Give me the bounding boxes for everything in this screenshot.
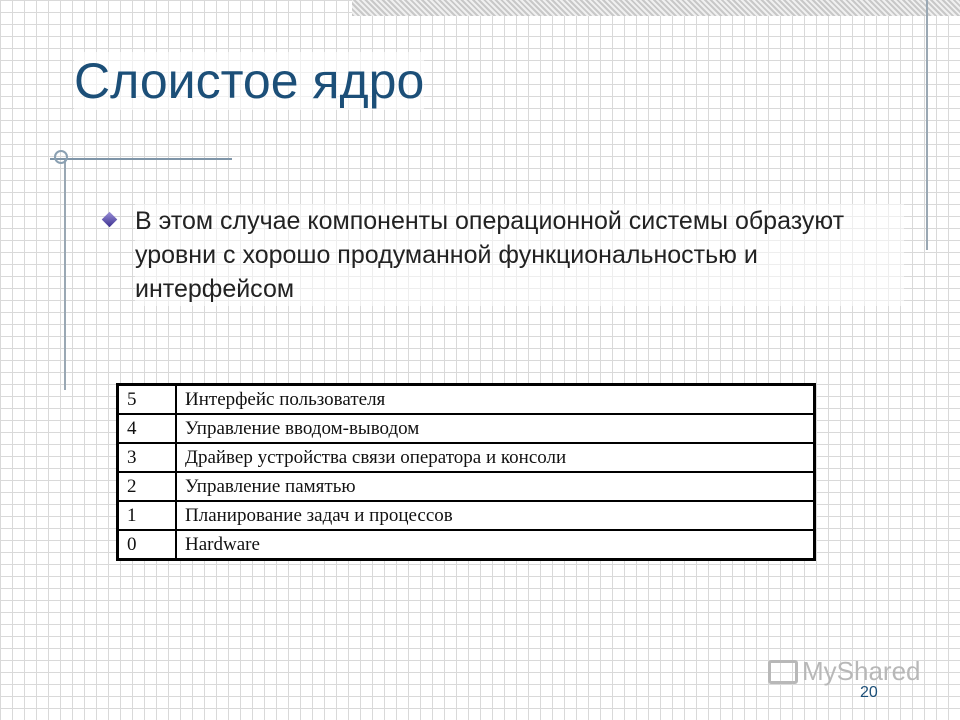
ring-ornament-icon (54, 150, 68, 164)
table-row (118, 530, 815, 560)
table-row (118, 501, 815, 530)
diamond-bullet-icon (102, 212, 118, 228)
layer-level: 4 (118, 414, 177, 443)
bullet-item (104, 204, 904, 306)
layer-name: Hardware (176, 530, 815, 560)
bullet-text: В этом случае компоненты операционной системы образуют уровни с хорошо продуманной функциональностью и интерфейсом (135, 204, 904, 306)
right-vertical-rule (926, 0, 928, 250)
layer-level: 2 (118, 472, 177, 501)
page-number: 20 (860, 684, 878, 701)
table-row (118, 414, 815, 443)
layer-level: 5 (118, 385, 177, 415)
layer-name: Управление вводом-выводом (176, 414, 815, 443)
watermark (768, 656, 921, 687)
layer-level: 1 (118, 501, 177, 530)
layer-level: 0 (118, 530, 177, 560)
title-underline (50, 158, 232, 160)
myshared-logo-icon (768, 660, 798, 684)
left-vertical-rule (64, 160, 66, 390)
watermark-text: MyShared (802, 656, 921, 686)
layer-level: 3 (118, 443, 177, 472)
top-hatch-band (352, 0, 960, 16)
layer-name: Драйвер устройства связи оператора и консоли (176, 443, 815, 472)
table-row (118, 385, 815, 415)
slide-title: Слоистое ядро (74, 53, 425, 109)
table-row (118, 443, 815, 472)
layer-name: Управление памятью (176, 472, 815, 501)
layers-table (116, 383, 816, 561)
layer-name: Интерфейс пользователя (176, 385, 815, 415)
layer-name: Планирование задач и процессов (176, 501, 815, 530)
table-row (118, 472, 815, 501)
